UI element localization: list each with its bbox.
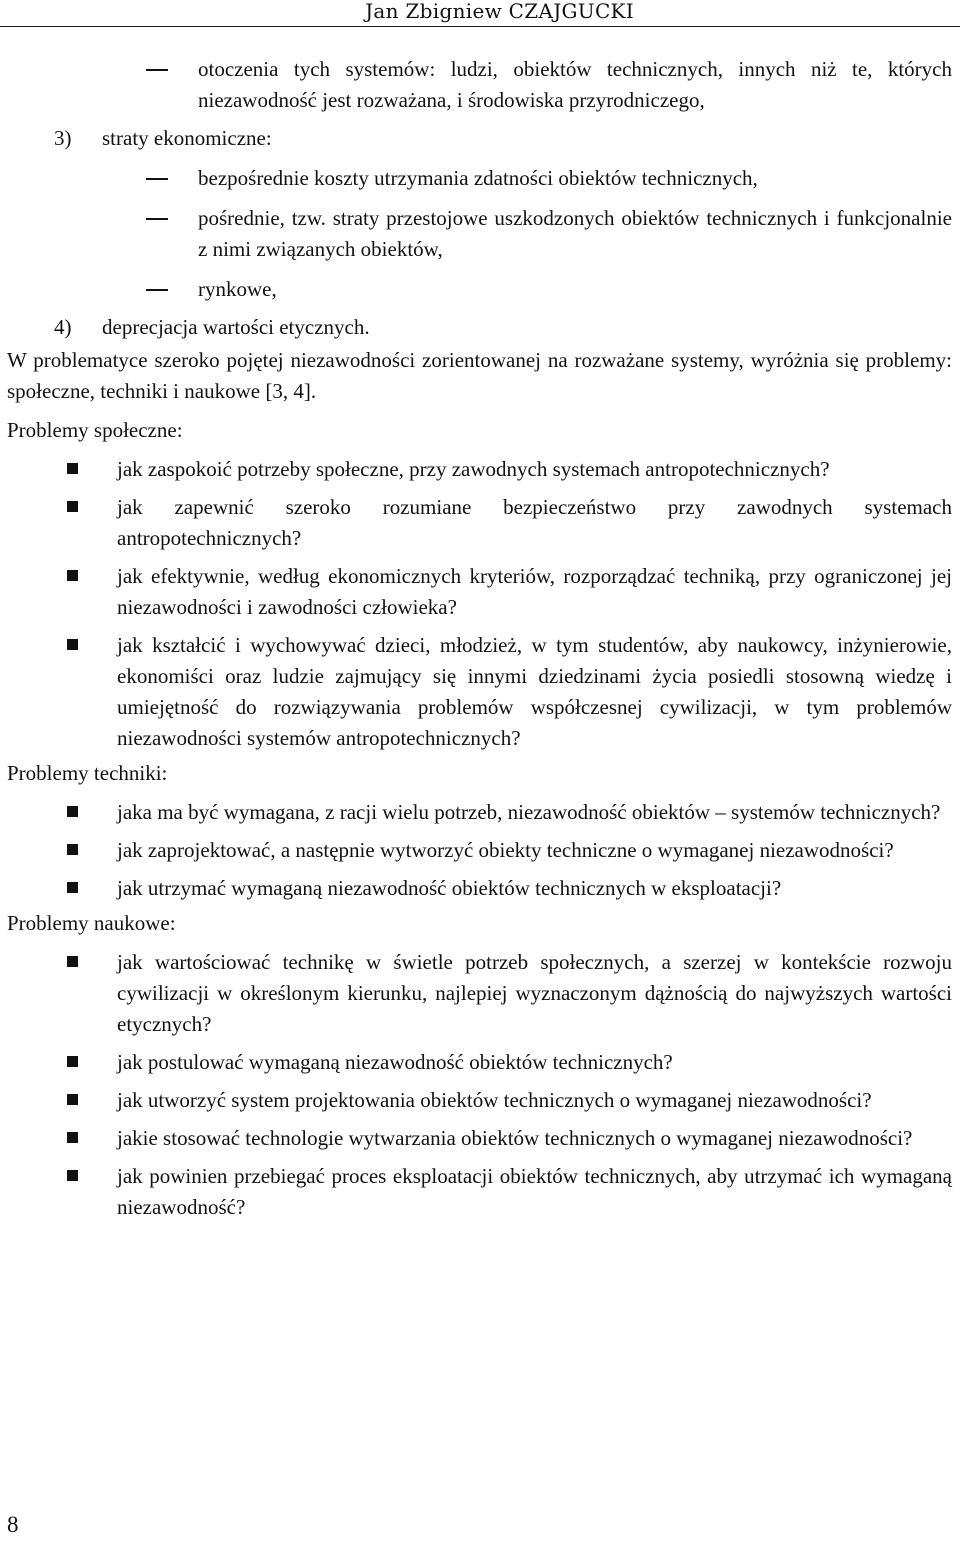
list-item: jak postulować wymaganą niezawodność obiektów technicznych? [117, 1047, 952, 1078]
page-body [0, 54, 960, 1223]
item-number: 3) [54, 126, 72, 150]
square-bullet-icon [67, 1056, 78, 1067]
dash-marker [146, 69, 168, 71]
square-bullet-icon [67, 806, 78, 817]
square-bullet-icon [67, 1132, 78, 1143]
section-heading-scientific: Problemy naukowe: [7, 911, 176, 935]
list-item: jak utrzymać wymaganą niezawodność obiektów technicznych w eksploatacji? [117, 873, 952, 904]
list-item: jak utworzyć system projektowania obiektów technicznych o wymaganej niezawodności? [117, 1085, 952, 1116]
section-heading-technical: Problemy techniki: [7, 761, 168, 785]
running-header [0, 0, 960, 27]
item-number: 4) [54, 315, 72, 339]
list-item: jak zaprojektować, a następnie wytworzyć obiekty techniczne o wymaganej niezawodności? [117, 835, 952, 866]
square-bullet-icon [67, 956, 78, 967]
square-bullet-icon [67, 844, 78, 855]
square-bullet-icon [67, 501, 78, 512]
dash-marker [146, 218, 168, 220]
list-item: jak efektywnie, według ekonomicznych kryteriów, rozporządzać techniką, przy ograniczonej jej niezawodności i zawodności człowieka? [117, 561, 952, 623]
dash-list-item: pośrednie, tzw. straty przestojowe uszkodzonych obiektów technicznych i funkcjonalnie z nimi związanych obiektów, [198, 203, 952, 265]
square-bullet-icon [67, 1094, 78, 1105]
square-bullet-icon [67, 639, 78, 650]
page-number: 8 [7, 1512, 19, 1537]
numbered-item-4 [54, 312, 960, 343]
dash-marker [146, 289, 168, 291]
list-item: jakie stosować technologie wytwarzania obiektów technicznych o wymaganej niezawodności? [117, 1123, 952, 1154]
dash-marker [146, 178, 168, 180]
square-bullet-icon [67, 463, 78, 474]
list-item: jak zapewnić szeroko rozumiane bezpieczeństwo przy zawodnych systemach antropotechnicznych? [117, 492, 952, 554]
list-item: jak zaspokoić potrzeby społeczne, przy zawodnych systemach antropotechnicznych? [117, 454, 952, 485]
list-item: jak powinien przebiegać proces eksploatacji obiektów technicznych, aby utrzymać ich wymaganą niezawodność? [117, 1161, 952, 1223]
list-item: jaka ma być wymagana, z racji wielu potrzeb, niezawodność obiektów – systemów technicznych? [117, 797, 952, 828]
section-heading-social: Problemy społeczne: [7, 418, 183, 442]
running-title: Jan Zbigniew CZAJGUCKI [365, 0, 634, 23]
dash-list-item: otoczenia tych systemów: ludzi, obiektów technicznych, innych niż te, których niezawodność jest rozważana, i środowiska przyrodniczego, [198, 54, 952, 116]
numbered-item-3 [54, 123, 960, 154]
square-bullet-icon [67, 570, 78, 581]
intro-paragraph: W problematyce szeroko pojętej niezawodności zorientowanej na rozważane systemy, wyróżnia się problemy: społeczne, techniki i naukowe [3, 4]. [7, 348, 952, 403]
list-item: jak kształcić i wychowywać dzieci, młodzież, w tym studentów, aby naukowcy, inżynierowie, ekonomiści oraz ludzie zajmujący się innymi dziedzinami życia posiedli stosowną wiedzę i umiejętność do rozwiązywania problemów współczesnej cywilizacji, w tym problemów niezawodności systemów antropotechnicznych? [117, 630, 952, 754]
square-bullet-icon [67, 882, 78, 893]
dash-list-item: rynkowe, [198, 274, 952, 305]
square-bullet-icon [67, 1170, 78, 1181]
dash-list-item: bezpośrednie koszty utrzymania zdatności obiektów technicznych, [198, 163, 952, 194]
list-item: jak wartościować technikę w świetle potrzeb społecznych, a szerzej w kontekście rozwoju cywilizacji w określonym kierunku, najlepiej wyznaczonym dążnością do najwyższych wartości etycznych? [117, 947, 952, 1040]
item-text: deprecjacja wartości etycznych. [102, 315, 370, 339]
item-text: straty ekonomiczne: [102, 126, 272, 150]
